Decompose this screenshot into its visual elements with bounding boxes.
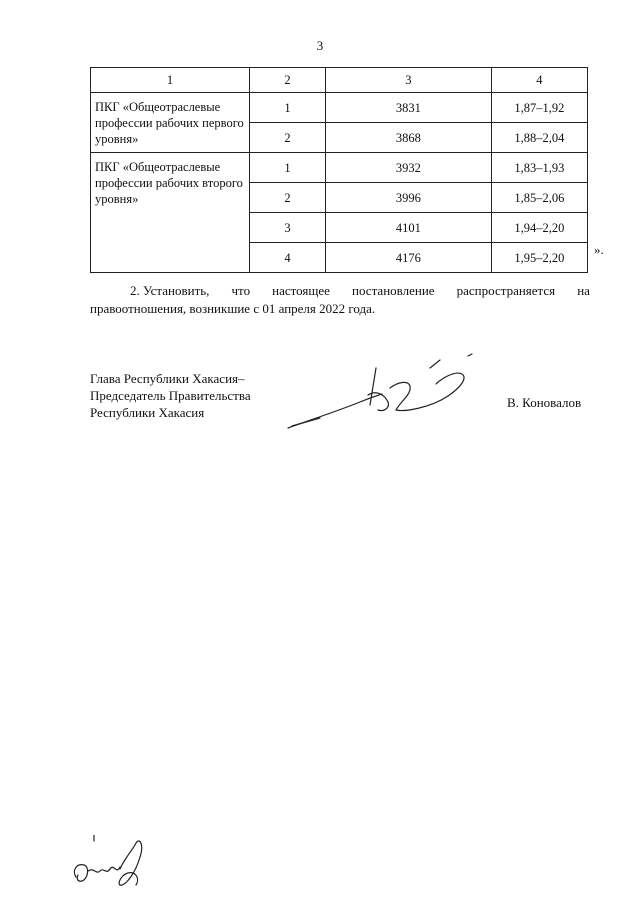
row-value: 3831	[326, 93, 491, 123]
header-col-1: 1	[91, 68, 250, 93]
row-number: 2	[249, 123, 325, 153]
handwritten-initials	[70, 835, 160, 895]
row-number: 1	[249, 93, 325, 123]
row-number: 4	[249, 243, 325, 273]
row-value: 4176	[326, 243, 491, 273]
row-number: 3	[249, 213, 325, 243]
header-col-4: 4	[491, 68, 587, 93]
paragraph-word: постановление	[352, 283, 435, 298]
header-col-3: 3	[326, 68, 491, 93]
row-range: 1,87–1,92	[491, 93, 587, 123]
paragraph-word: на	[577, 283, 590, 298]
group-name: ПКГ «Общеотраслевые профессии рабочих первого уровня»	[91, 93, 250, 153]
header-col-2: 2	[249, 68, 325, 93]
row-range: 1,83–1,93	[491, 153, 587, 183]
signatory-title-line: Глава Республики Хакасия–	[90, 371, 245, 386]
paragraph-word: что	[231, 283, 251, 298]
row-range: 1,95–2,20	[491, 243, 587, 273]
row-value: 3868	[326, 123, 491, 153]
page-number: 3	[316, 38, 324, 53]
signatory-title	[90, 370, 251, 421]
row-value: 3996	[326, 183, 491, 213]
row-range: 1,88–2,04	[491, 123, 587, 153]
coefficients-table	[90, 67, 588, 273]
row-number: 1	[249, 153, 325, 183]
paragraph-line-2: правоотношения, возникшие с 01 апреля 2022 года.	[90, 301, 376, 316]
closing-quote: ».	[594, 242, 604, 257]
row-range: 1,94–2,20	[491, 213, 587, 243]
group-name: ПКГ «Общеотраслевые профессии рабочих второго уровня»	[91, 153, 250, 273]
paragraph-word: настоящее	[272, 283, 330, 298]
paragraph-line-1	[90, 282, 590, 300]
row-number: 2	[249, 183, 325, 213]
signatory-title-line: Председатель Правительства	[90, 388, 251, 403]
paragraph-word: 2. Установить,	[130, 283, 210, 298]
row-range: 1,85–2,06	[491, 183, 587, 213]
resolution-paragraph	[90, 282, 590, 318]
row-value: 4101	[326, 213, 491, 243]
handwritten-signature	[280, 350, 480, 435]
table-row	[91, 93, 588, 123]
paragraph-word: распространяется	[456, 283, 556, 298]
row-value: 3932	[326, 153, 491, 183]
signer-name: В. Коновалов	[507, 395, 582, 410]
signatory-title-line: Республики Хакасия	[90, 405, 205, 420]
table-row	[91, 153, 588, 183]
table-header-row	[91, 68, 588, 93]
